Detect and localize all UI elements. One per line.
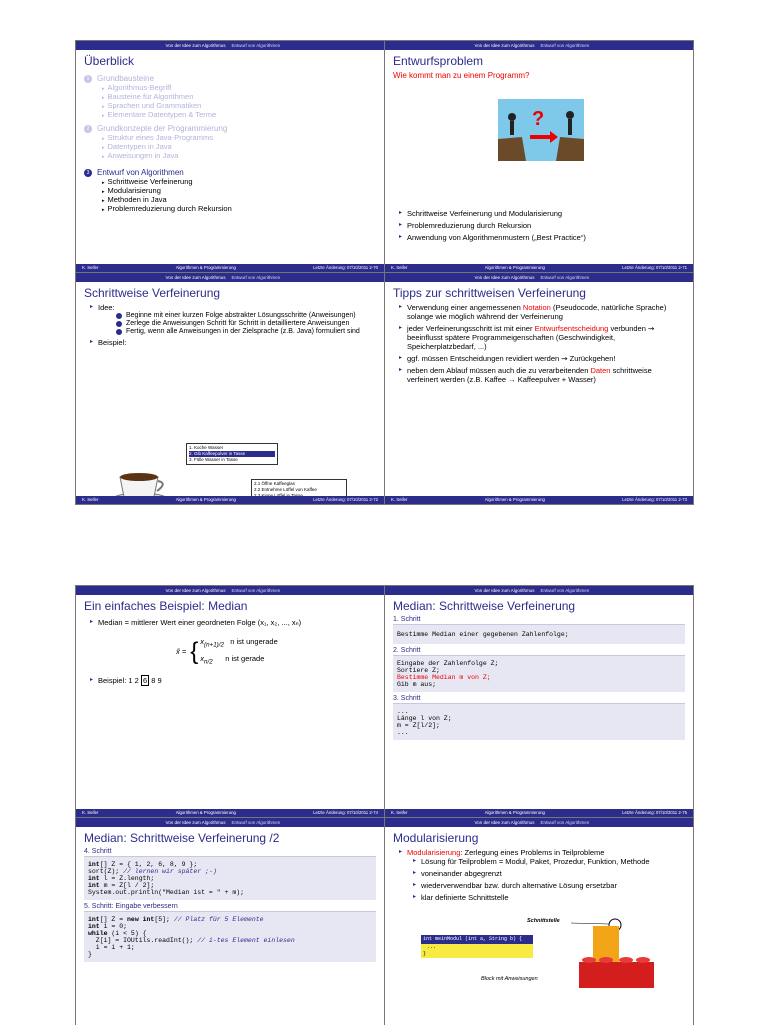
- header-left: Von der Idee zum Algorithmus: [165, 43, 226, 48]
- list-item: ▸ ggf. müssen Entscheidungen revidiert werden ⇝ Zurückgehen!: [399, 354, 685, 363]
- header-right: Entwurf von Algorithmen: [231, 43, 281, 48]
- median-formula: x̃ = { $x_{(n+1)/2}$ n ist ungerade $x_{n/2}$ n ist gerade: [176, 637, 278, 665]
- slide-schrittweise: Von der Idee zum Algorithmus Entwurf von Algorithmen Schrittweise Verfeinerung ▸ Idee: Beginne mit einer kurzen Folge abstrakter Lösungsschritte (Anweisungen) Zerlege die Anweisungen Schritt für Schritt in detailliertere Anweisungen Fertig, wenn alle Anweisungen in der Zielsprache (z.B. Java) formuliert sind ▸ Beispiel: 1. Koche Wasser 2. Gib Kaffeepulver in Tasse 3. Fülle Wasser in Tasse 2.1 Öffne Kaffeeglas 2.2 Entnehme Löffel von Kaffee K. Seifer Algorithmen & Programmierung Letzte Änderung: 07/10/2011 2-72: [76, 273, 384, 504]
- list-item: ▸ Sprachen und Grammatiken: [102, 101, 384, 110]
- list-item: Beginne mit einer kurzen Folge abstrakter Lösungsschritte (Anweisungen): [116, 312, 376, 319]
- slide-title: Modularisierung: [393, 831, 479, 845]
- label: Idee:: [98, 303, 115, 312]
- steps-box: 1. Koche Wasser 2. Gib Kaffeepulver in Tasse 3. Fülle Wasser in Tasse: [186, 443, 278, 465]
- handout-sheet-1: [75, 40, 694, 505]
- list-item: ▸ Struktur eines Java-Programms: [102, 133, 384, 142]
- list-item: Fertig, wenn alle Anweisungen in der Zielsprache (z.B. Java) formuliert sind: [116, 328, 376, 335]
- handout-sheet-2: [75, 585, 694, 1025]
- list-item: ▸ Median = mittlerer Wert einer geordneten Folge (x₁, x₂, ..., xₙ): [90, 618, 376, 627]
- slide-title: Median: Schrittweise Verfeinerung /2: [84, 831, 280, 845]
- slide-ueberblick: Von der Idee zum Algorithmus Entwurf von Algorithmen Überblick 1 Grundbausteine ▸ Algorithmus-Begriff ▸ Bausteine für Algorithmen ▸ Sprachen und Grammatiken ▸ Elementare Datentypen & Terme 2 Grundkonzepte der Programmierung ▸ Struktur eines Java-Programms ▸ Datentypen in Java ▸ Anweisungen in Java 3 Entwurf von Algorithmen ▸ Schrittweise Verfeinerung ▸ Modularisierung ▸ Methoden in Java ▸ Problemreduzierung durch Rekursion K. Seifer Algorithmen & Programmierung Letzte Änderung: 07/10/2011 2-70: [76, 41, 384, 272]
- section-label: Entwurf von Algorithmen: [97, 168, 184, 177]
- substeps-box: 2.1 Öffne Kaffeeglas 2.2 Entnehme Löffel von Kaffee: [251, 479, 347, 504]
- slide-header: [76, 41, 384, 50]
- step-block: 3. Schritt ... Länge l von Z; m = Z[l/2]; ...: [393, 695, 685, 740]
- list-item: ▸ Elementare Datentypen & Terme: [102, 110, 384, 119]
- list-item: ▸ Bausteine für Algorithmen: [102, 92, 384, 101]
- slide-title: Schrittweise Verfeinerung: [84, 286, 221, 300]
- slide-entwurfsproblem: Von der Idee zum Algorithmus Entwurf von Algorithmen Entwurfsproblem Wie kommt man zu einem Programm? ? ▸ Schrittweise Verfeinerung und Modularisierung ▸ Problemreduzierung durch Rekursion ▸ Anwendung von Algorithmenmustern („Best Practice“) K. Seifer Algorithmen & Programmierung Letzte Änderung: 07/10/2011 2-71: [385, 41, 693, 272]
- section-label: Grundbausteine: [97, 74, 154, 83]
- slide-median-verfeinerung: Von der Idee zum Algorithmus Entwurf von Algorithmen Median: Schrittweise Verfeinerung 1. Schritt Bestimme Median einer gegebenen Zahlenfolge; 2. Schritt Eingabe der Zahlenfolge Z; Sortiere Z; Bestimme Median m von Z; Gib m aus; 3. Schritt ... Länge l von Z; m = Z[l/2]; ... K. Seifer Algorithmen & Programmierung Letzte Änderung: 07/10/2011 2-75: [385, 586, 693, 817]
- list-item: ▸ Beispiel:: [90, 338, 376, 347]
- slide-median: Von der Idee zum Algorithmus Entwurf von Algorithmen Ein einfaches Beispiel: Median ▸ Median = mittlerer Wert einer geordneten Folge (x₁, x₂, ..., xₙ) x̃ = { $x_{(n+1)/2}$ n ist ungerade $x_{n/2}$ n ist gerade ▸ Beispiel: 1 2 6 8 9 K. Seifer Algorithmen & Programmierung Letzte Änderung: 07/10/2011 2-74: [76, 586, 384, 817]
- step-block: 4. Schritt int[] Z = { 1, 2, 6, 8, 9 }; sort(Z); // lernen wir später ;-) int l = Z.length; int m = Z[l / 2]; System.out.println("Median ist = " + m);: [84, 848, 376, 900]
- module-code: int meinModul (int a, String b) { ... }: [421, 935, 533, 958]
- list-item: ▸ Methoden in Java: [102, 195, 384, 204]
- cliff-illustration: [498, 99, 584, 161]
- slide-tipps: Von der Idee zum Algorithmus Entwurf von Algorithmen Tipps zur schrittweisen Verfeinerung ▸ Verwendung einer angemessenen Notation (Pseudocode, natürliche Sprache) solange wie möglich während der Verfeinerung ▸ jeder Verfeinerungsschritt ist mit einer Entwurfsentscheidung verbunden ⇝ beeinflusst spätere Programmeigenschaften (Geschwindigkeit, Speicherplatzbedarf, ...) ▸ ggf. müssen Entscheidungen revidiert werden ⇝ Zurückgehen! ▸ neben dem Ablauf müssen auch die zu verarbeitenden Daten schrittweise verfeinert werden (z.B. Kaffee → Kaffeepulver + Wasser) K. Seifer Algorithmen & Programmierung Letzte Änderung: 07/10/2011 2-73: [385, 273, 693, 504]
- step-block: 5. Schritt: Eingabe verbessern int[] Z = new int[5]; // Platz für 5 Elemente int i = 0; while (i < 5) { Z[i] = IOUtils.readInt(); // i-tes Element einlesen i = i + 1; }: [84, 903, 376, 962]
- step-block: 1. Schritt Bestimme Median einer gegebenen Zahlenfolge;: [393, 616, 685, 644]
- section-label: Grundkonzepte der Programmierung: [97, 124, 228, 133]
- step-block: 2. Schritt Eingabe der Zahlenfolge Z; Sortiere Z; Bestimme Median m von Z; Gib m aus;: [393, 647, 685, 692]
- list-item: ▸ Algorithmus-Begriff: [102, 83, 384, 92]
- list-item: ▸ Problemreduzierung durch Rekursion: [102, 204, 384, 213]
- list-item: ▸ Anwendung von Algorithmenmustern („Best Practice“): [399, 233, 689, 242]
- list-item: Zerlege die Anweisungen Schritt für Schritt in detailliertere Anweisungen: [116, 320, 376, 327]
- list-item: ▸ Modularisierung: Zerlegung eines Problems in Teilprobleme ▸ Lösung für Teilproblem = Modul, Paket, Prozedur, Funktion, Methode ▸ voneinander abgegrenzt ▸ wiederverwendbar bzw. durch alternative Lösung ersetzbar ▸ klar definierte Schnittstelle: [399, 848, 685, 902]
- lego-bricks-icon: [571, 918, 661, 998]
- slide-title: Ein einfaches Beispiel: Median: [84, 599, 248, 613]
- slide-title: Median: Schrittweise Verfeinerung: [393, 599, 576, 613]
- list-item: ▸ Modularisierung: [102, 186, 384, 195]
- list-item: ▸ Problemreduzierung durch Rekursion: [399, 221, 689, 230]
- question: Wie kommt man zu einem Programm?: [393, 71, 530, 80]
- list-item: ▸ jeder Verfeinerungsschritt ist mit einer Entwurfsentscheidung verbunden ⇝ beeinflusst spätere Programmeigenschaften (Geschwindigkeit, Speicherplatzbedarf, ...): [399, 324, 685, 351]
- list-item: ▸ Datentypen in Java: [102, 142, 384, 151]
- list-item: ▸ neben dem Ablauf müssen auch die zu verarbeitenden Daten schrittweise verfeinert werden (z.B. Kaffee → Kaffeepulver + Wasser): [399, 366, 685, 384]
- slide-modularisierung: Von der Idee zum Algorithmus Entwurf von Algorithmen Modularisierung ▸ Modularisierung: Zerlegung eines Problems in Teilprobleme ▸ Lösung für Teilproblem = Modul, Paket, Prozedur, Funktion, Methode ▸ voneinander abgegrenzt ▸ wiederverwendbar bzw. durch alternative Lösung ersetzbar ▸ klar definierte Schnittstelle Schnittstelle int meinModul (int a, String b) { ... } Block mit Anweisungen: [385, 818, 693, 1025]
- slide-title: Entwurfsproblem: [393, 54, 484, 68]
- list-item: ▸ Anweisungen in Java: [102, 151, 384, 160]
- svg-text:?: ?: [532, 108, 545, 130]
- list-item: ▸ Verwendung einer angemessenen Notation (Pseudocode, natürliche Sprache) solange wie möglich während der Verfeinerung: [399, 303, 685, 321]
- list-item: ▸ Schrittweise Verfeinerung: [102, 177, 384, 186]
- slide-title: Überblick: [84, 54, 135, 68]
- list-item: ▸ Schrittweise Verfeinerung und Modularisierung: [399, 209, 689, 218]
- slide-median-verfeinerung-2: Von der Idee zum Algorithmus Entwurf von Algorithmen Median: Schrittweise Verfeinerung /2 4. Schritt int[] Z = { 1, 2, 6, 8, 9 }; sort(Z); // lernen wir später ;-) int l = Z.length; int m = Z[l / 2]; System.out.println("Median ist = " + m); 5. Schritt: Eingabe verbessern int[] Z = new int[5]; // Platz für 5 Elemente int i = 0; while (i < 5) { Z[i] = IOUtils.readInt(); // i-tes Element einlesen i = i + 1; }: [76, 818, 384, 1025]
- list-item: ▸ Beispiel: 1 2 6 8 9: [90, 676, 376, 685]
- lego-illustration: Schnittstelle int meinModul (int a, String b) { ... } Block mit Anweisungen: [421, 918, 661, 1013]
- slide-title: Tipps zur schrittweisen Verfeinerung: [393, 286, 586, 300]
- slide-footer: K. Seifer Algorithmen & Programmierung Letzte Änderung: 07/10/2011 2-70: [76, 264, 384, 272]
